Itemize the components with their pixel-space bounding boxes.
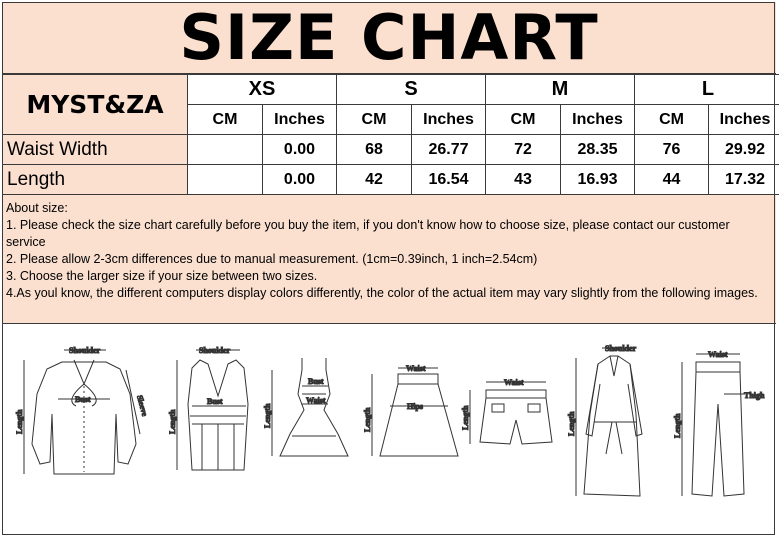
- pants-length-label: Length: [673, 413, 682, 438]
- shorts-length-label: Length: [461, 405, 470, 430]
- table-cell: 16.54: [412, 165, 486, 195]
- row-label: Length: [3, 165, 188, 195]
- page-title: SIZE CHART: [179, 0, 599, 74]
- row-label: Waist Width: [3, 135, 188, 165]
- dress-waist-label: Waist: [306, 396, 326, 405]
- size-header-l: L: [635, 75, 779, 105]
- size-header-xs: XS: [188, 75, 337, 105]
- tank-length-label: Length: [168, 409, 177, 434]
- size-header-m: M: [486, 75, 635, 105]
- table-cell: 44: [635, 165, 709, 195]
- shirt-sleeve-label: Sleeve: [135, 394, 150, 418]
- skirt-length-label: Length: [363, 407, 372, 432]
- table-cell: 68: [337, 135, 412, 165]
- coat-length-label: Length: [567, 411, 576, 436]
- unit-cm: CM: [188, 105, 263, 135]
- unit-inches: Inches: [561, 105, 635, 135]
- unit-inches: Inches: [412, 105, 486, 135]
- dress-bust-label: Bust: [308, 377, 324, 386]
- table-cell: 28.35: [561, 135, 635, 165]
- pants-waist-label: Waist: [708, 350, 728, 359]
- table-cell: 17.32: [709, 165, 779, 195]
- table-cell: 76: [635, 135, 709, 165]
- table-cell: 0.00: [263, 135, 337, 165]
- shirt-shoulder-label: Shoulder: [69, 346, 101, 355]
- shirt-bust-label: Bust: [75, 395, 91, 404]
- table-cell: 42: [337, 165, 412, 195]
- table-cell: 0.00: [263, 165, 337, 195]
- shorts-waist-label: Waist: [504, 378, 524, 387]
- table-cell: 72: [486, 135, 561, 165]
- outer-frame: [2, 2, 775, 535]
- size-header-s: S: [337, 75, 486, 105]
- about-note: 3. Choose the larger size if your size between two sizes.: [6, 269, 318, 283]
- table-cell: 29.92: [709, 135, 779, 165]
- skirt-hips-label: Hips: [407, 402, 424, 411]
- skirt-waist-label: Waist: [406, 364, 426, 373]
- shirt-length-label: Length: [15, 409, 24, 434]
- about-note: 1. Please check the size chart carefully before you buy the item, if you don't know how to choose size, please contact our customer service: [6, 218, 730, 249]
- dress-length-label: Length: [263, 403, 272, 428]
- about-heading: About size:: [6, 201, 68, 215]
- table-cell: 16.93: [561, 165, 635, 195]
- coat-shoulder-label: Shoulder: [605, 344, 637, 353]
- unit-inches: Inches: [263, 105, 337, 135]
- pants-thigh-label: Thigh: [744, 391, 765, 400]
- unit-inches: Inches: [709, 105, 779, 135]
- unit-cm: CM: [337, 105, 412, 135]
- table-cell: 26.77: [412, 135, 486, 165]
- unit-cm: CM: [635, 105, 709, 135]
- about-note: 2. Please allow 2-3cm differences due to manual measurement. (1cm=0.39inch, 1 inch=2.54cm): [6, 252, 538, 266]
- unit-cm: CM: [486, 105, 561, 135]
- tank-shoulder-label: Shoulder: [199, 346, 231, 355]
- brand-name: MYST&ZA: [3, 75, 188, 135]
- tank-bust-label: Bust: [207, 397, 223, 406]
- about-note: 4.As youl know, the different computers display colors differently, the color of the actual item may vary slightly from the following images.: [6, 286, 758, 300]
- table-cell: 43: [486, 165, 561, 195]
